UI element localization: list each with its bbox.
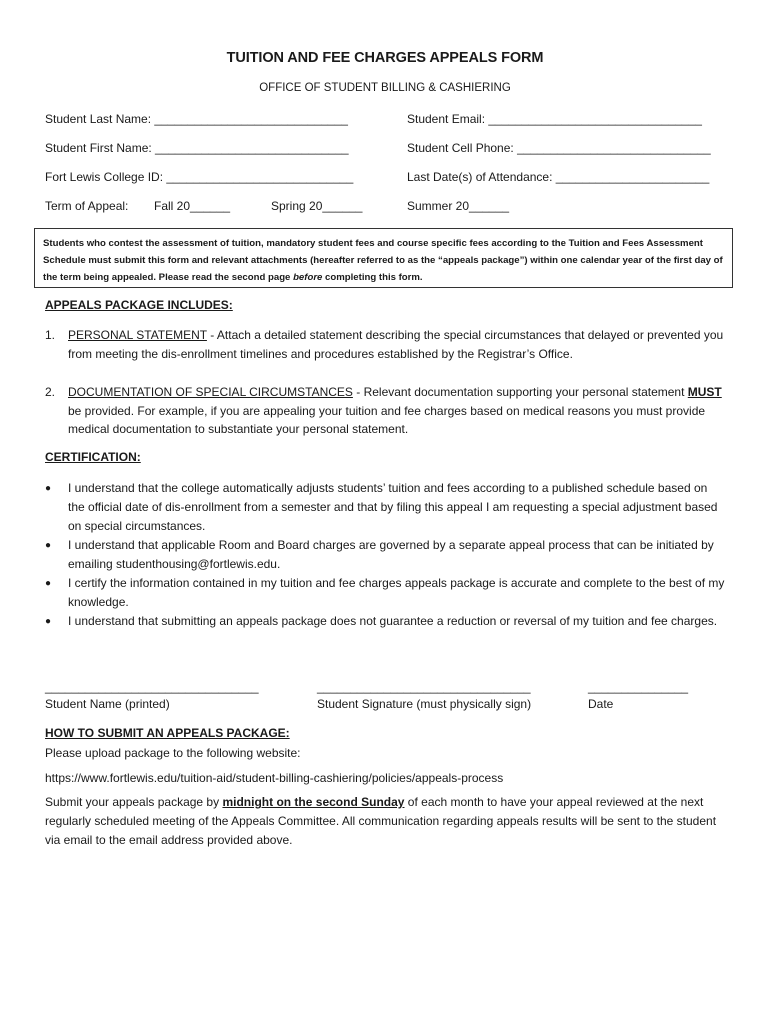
date-label: Date: [588, 697, 614, 711]
bullet-icon: ●: [45, 616, 52, 627]
submit-intro: Please upload package to the following website:: [45, 746, 301, 760]
certification-bullet: ● I certify the information contained in my tuition and fee charges appeals package is accurate and complete to the best of my knowledge.: [45, 576, 725, 609]
date-line[interactable]: _______________: [588, 680, 689, 694]
cell-phone-field[interactable]: Student Cell Phone: _____________________________: [407, 141, 711, 155]
spring-term-field[interactable]: Spring 20______: [271, 199, 363, 213]
certification-bullet: ● I understand that the college automatically adjusts students’ tuition and fees according to a published schedule based on the official date of dis-enrollment from a semester and that by filing this appeal I am requesting a special adjustment based on special circumstances.: [45, 481, 718, 533]
term-of-appeal-label: Term of Appeal:: [45, 199, 129, 213]
last-name-field[interactable]: Student Last Name: _____________________________: [45, 112, 348, 126]
certification-heading: CERTIFICATION:: [45, 450, 141, 464]
college-id-field[interactable]: Fort Lewis College ID: ____________________________: [45, 170, 354, 184]
fall-term-field[interactable]: Fall 20______: [154, 199, 231, 213]
form-title: TUITION AND FEE CHARGES APPEALS FORM: [226, 50, 544, 66]
package-item-personal-statement: 1. PERSONAL STATEMENT - Attach a detailed statement describing the special circumstances that delayed or prevented you from meeting the dis-enrollment timelines and procedures established by the Registrar’s Office.: [45, 328, 724, 361]
email-field[interactable]: Student Email: ________________________________: [407, 112, 702, 126]
first-name-field[interactable]: Student First Name: _____________________________: [45, 141, 349, 155]
student-name-label: Student Name (printed): [45, 697, 170, 711]
notice-box: [34, 228, 733, 288]
student-name-line[interactable]: ________________________________: [45, 680, 259, 694]
bullet-icon: ●: [45, 483, 52, 494]
summer-term-field[interactable]: Summer 20______: [407, 199, 510, 213]
last-attendance-field[interactable]: Last Date(s) of Attendance: _______________________: [407, 170, 710, 184]
signature-line[interactable]: ________________________________: [317, 680, 531, 694]
package-item-documentation: 2. DOCUMENTATION OF SPECIAL CIRCUMSTANCES - Relevant documentation supporting your personal statement MUST be provided. For example, if you are appealing your tuition and fee charges based on medical reasons you must provide medical documentation to substantiate your personal statement.: [45, 385, 722, 436]
package-heading: APPEALS PACKAGE INCLUDES:: [45, 298, 233, 312]
bullet-icon: ●: [45, 578, 52, 589]
office-subtitle: OFFICE OF STUDENT BILLING & CASHIERING: [259, 82, 511, 94]
signature-label: Student Signature (must physically sign): [317, 697, 532, 711]
appeals-url-link[interactable]: https://www.fortlewis.edu/tuition-aid/student-billing-cashiering/policies/appeals-process: [45, 771, 504, 785]
notice-text: Students who contest the assessment of tuition, mandatory student fees and course specific fees according to the Tuition and Fees Assessment Schedule must submit this form and relevant attachments (hereafter referred to as the “appeals package”) within one calendar year of the first day of the term being appealed. Please read the second page before completing this form.: [43, 238, 723, 283]
submit-heading: HOW TO SUBMIT AN APPEALS PACKAGE:: [45, 726, 290, 740]
certification-bullet: ● I understand that submitting an appeals package does not guarantee a reduction or reversal of my tuition and fee charges.: [45, 612, 725, 631]
certification-bullet: ● I understand that applicable Room and Board charges are governed by a separate appeal process that can be initiated by emailing studenthousing@fortlewis.edu.: [45, 538, 714, 571]
bullet-icon: ●: [45, 540, 52, 551]
submit-instructions: Submit your appeals package by midnight on the second Sunday of each month to have your appeal reviewed at the next regularly scheduled meeting of the Appeals Committee. All communication regarding appeals results will be sent to the student via email to the email address provided above.: [45, 795, 717, 847]
